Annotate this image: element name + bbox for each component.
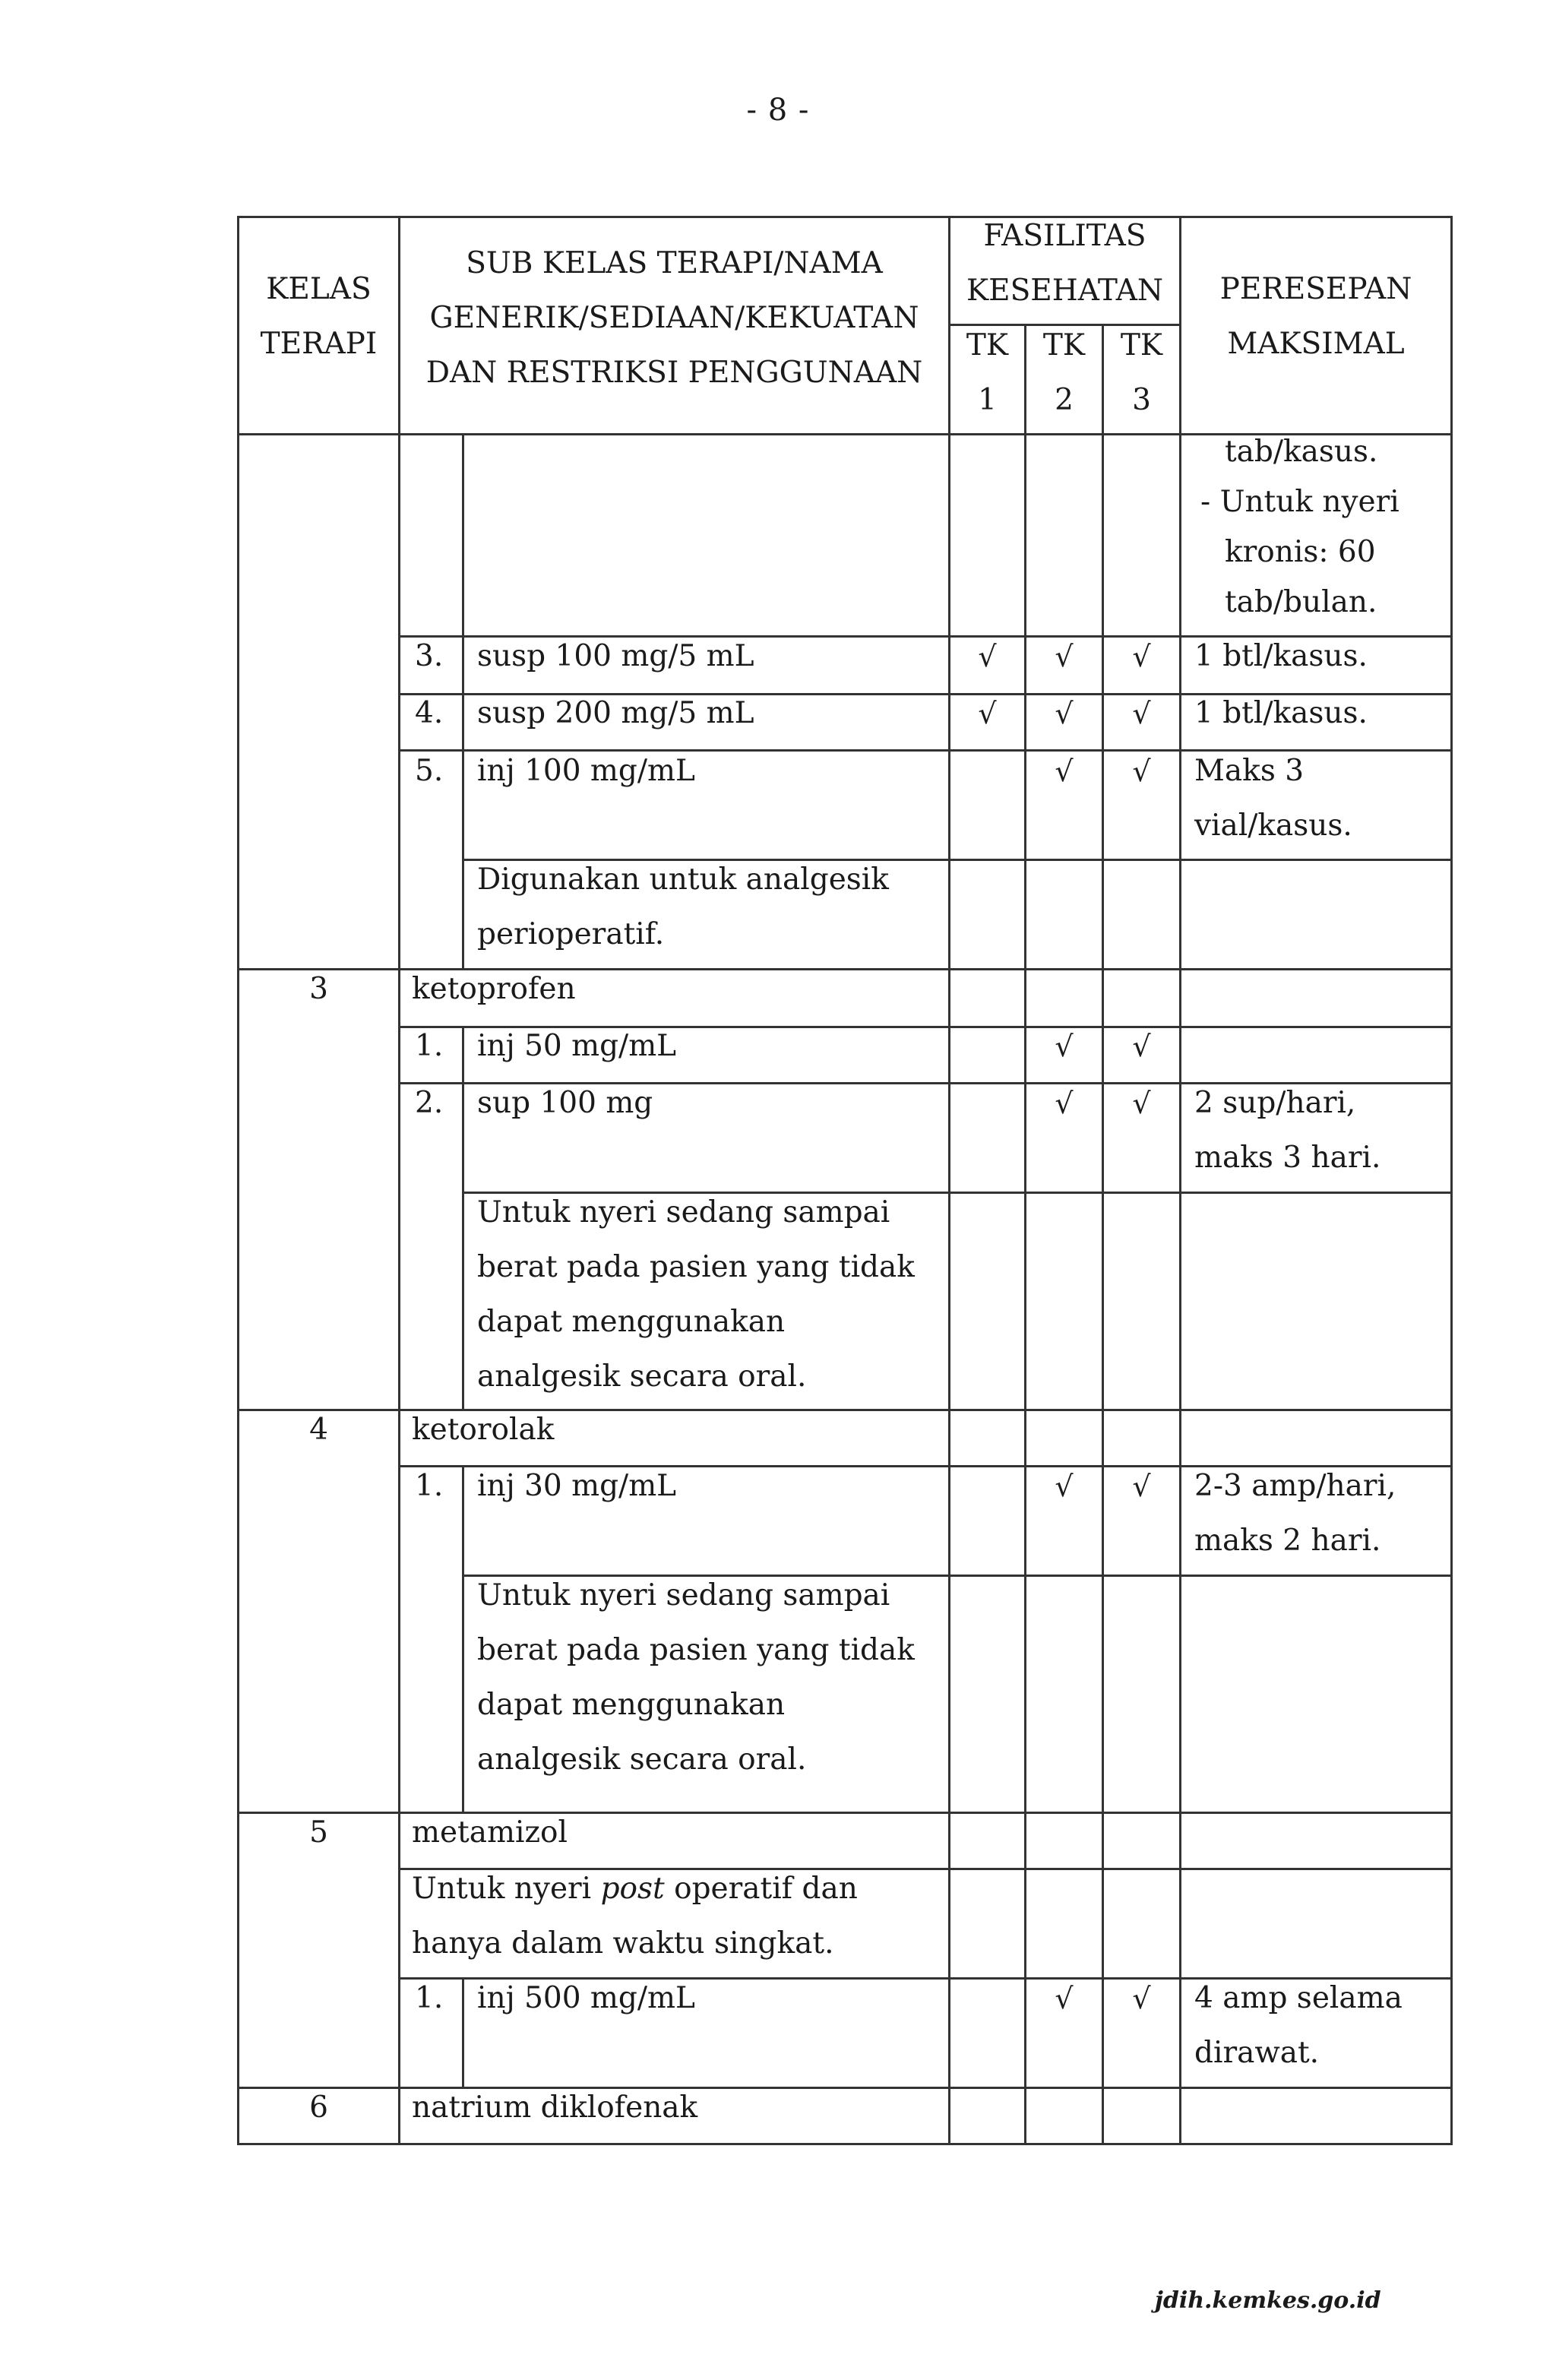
table-right-border: [1450, 216, 1453, 2145]
header-kelas-terapi: KELAS TERAPI: [260, 272, 378, 361]
row-text: inj 30 mg/mL: [477, 1469, 677, 1503]
row-note: Untuk nyeri sedang sampai berat pada pasien yang tidak dapat menggunakan analgesik secara oral.: [477, 1195, 915, 1394]
row-max: 2-3 amp/hari, maks 2 hari.: [1194, 1469, 1396, 1558]
check-tk1: √: [978, 697, 997, 730]
check-tk2: √: [1055, 1030, 1074, 1063]
row-text: susp 200 mg/5 mL: [477, 696, 754, 730]
col-divider: [462, 1465, 464, 1812]
drug-name: metamizol: [412, 1815, 568, 1850]
row-num: 2.: [415, 1086, 444, 1120]
check-tk3: √: [1132, 1087, 1151, 1120]
row-num: 3.: [415, 639, 444, 673]
row-num: 1.: [415, 1029, 444, 1063]
col-divider: [462, 433, 464, 970]
kelas-number: 3: [309, 972, 328, 1006]
restriction-text: Untuk nyeri post operatif dan hanya dalam waktu singkat.: [412, 1872, 858, 1961]
col-divider: [398, 216, 400, 2145]
row-text: inj 50 mg/mL: [477, 1029, 677, 1063]
check-tk2: √: [1055, 640, 1074, 673]
kelas-number: 6: [309, 2090, 328, 2125]
footer-site: jdih.kemkes.go.id: [1155, 2287, 1381, 2314]
page-number: - 8 -: [746, 93, 810, 128]
col-divider: [948, 216, 950, 2145]
row-num: 1.: [415, 1981, 444, 2015]
drug-name: ketoprofen: [412, 972, 576, 1006]
table-bottom-border: [237, 2143, 1453, 2145]
drug-name: ketorolak: [412, 1413, 555, 1447]
check-tk1: √: [978, 640, 997, 673]
row-text: inj 100 mg/mL: [477, 754, 695, 788]
header-sub-kelas: SUB KELAS TERAPI/NAMA GENERIK/SEDIAAN/KEKUATAN DAN RESTRIKSI PENGGUNAAN: [425, 246, 923, 390]
check-tk3: √: [1132, 755, 1151, 788]
row-text: susp 100 mg/5 mL: [477, 639, 754, 673]
col-divider: [462, 1026, 464, 1409]
check-tk2: √: [1055, 1087, 1074, 1120]
check-tk2: √: [1055, 1982, 1074, 2015]
header-peresepan: PERESEPAN MAKSIMAL: [1219, 272, 1412, 361]
check-tk2: √: [1055, 1470, 1074, 1503]
check-tk2: √: [1055, 755, 1074, 788]
header-fasilitas: FASILITAS KESEHATAN: [966, 219, 1163, 308]
header-tk3: TK 3: [1120, 328, 1163, 417]
check-tk3: √: [1132, 1030, 1151, 1063]
col-divider: [462, 1977, 464, 2087]
row-note: Digunakan untuk analgesik perioperatif.: [477, 862, 889, 951]
check-tk3: √: [1132, 1982, 1151, 2015]
drug-name: natrium diklofenak: [412, 2090, 698, 2125]
row-text: sup 100 mg: [477, 1086, 653, 1120]
kelas-number: 5: [309, 1815, 328, 1850]
kelas-number: 4: [309, 1413, 328, 1447]
col-divider: [1024, 324, 1026, 2145]
row-max: 1 btl/kasus.: [1194, 639, 1368, 673]
col-divider: [1102, 324, 1104, 2145]
row-max: Maks 3 vial/kasus.: [1194, 754, 1352, 843]
cont-peresepan: tab/kasus. - Untuk nyeri kronis: 60 tab/bulan.: [1200, 435, 1399, 619]
row-max: 4 amp selama dirawat.: [1194, 1981, 1403, 2070]
col-divider: [1179, 216, 1181, 2145]
check-tk3: √: [1132, 697, 1151, 730]
table-top-border: [237, 216, 1453, 218]
row-text: inj 500 mg/mL: [477, 1981, 695, 2015]
row-note: Untuk nyeri sedang sampai berat pada pasien yang tidak dapat menggunakan analgesik secara oral.: [477, 1578, 915, 1777]
row-num: 5.: [415, 754, 444, 788]
row-num: 1.: [415, 1469, 444, 1503]
header-tk1: TK 1: [966, 328, 1009, 417]
row-max: 2 sup/hari, maks 3 hari.: [1194, 1086, 1381, 1175]
header-tk2: TK 2: [1042, 328, 1086, 417]
row-num: 4.: [415, 696, 444, 730]
check-tk2: √: [1055, 697, 1074, 730]
check-tk3: √: [1132, 1470, 1151, 1503]
check-tk3: √: [1132, 640, 1151, 673]
row-max: 1 btl/kasus.: [1194, 696, 1368, 730]
